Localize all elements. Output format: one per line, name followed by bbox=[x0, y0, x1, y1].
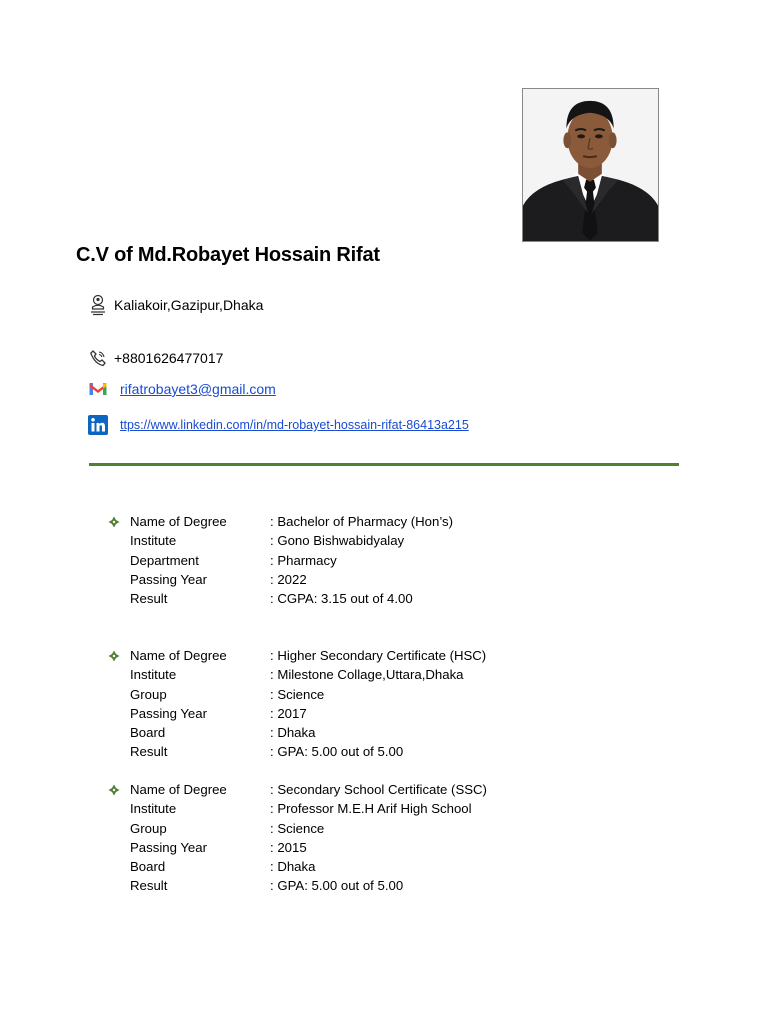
location-person-icon bbox=[88, 295, 108, 315]
phone-text: +8801626477017 bbox=[114, 350, 224, 366]
education-field-value: : CGPA: 3.15 out of 4.00 bbox=[270, 591, 413, 607]
education-field-label: Group bbox=[130, 686, 167, 702]
education-field-value: : Science bbox=[270, 686, 325, 702]
phone-icon bbox=[88, 348, 108, 368]
education-field-label: Passing Year bbox=[130, 705, 207, 721]
diamond-bullet-icon bbox=[108, 650, 130, 662]
education-row bbox=[108, 512, 608, 531]
education-field-value: : Dhaka bbox=[270, 725, 316, 741]
education-field-label: Institute bbox=[130, 533, 177, 549]
education-row bbox=[108, 857, 608, 876]
education-row bbox=[108, 838, 608, 857]
education-field-label: Department bbox=[130, 552, 199, 568]
education-field-label: Institute bbox=[130, 667, 177, 683]
address-row bbox=[88, 295, 263, 315]
education-row bbox=[108, 531, 608, 550]
diamond-bullet-icon bbox=[108, 516, 130, 528]
education-field-label: Result bbox=[130, 744, 168, 760]
education-row bbox=[108, 742, 608, 761]
education-field-value: : Bachelor of Pharmacy (Hon’s) bbox=[270, 514, 453, 529]
education-field-value: : Higher Secondary Certificate (HSC) bbox=[270, 648, 487, 663]
education-row bbox=[108, 780, 608, 799]
education-field-label: Passing Year bbox=[130, 839, 207, 855]
education-row bbox=[108, 799, 608, 818]
education-field-value: : Gono Bishwabidyalay bbox=[270, 533, 405, 549]
education-field-label: Board bbox=[130, 725, 166, 741]
linkedin-link[interactable]: ttps://www.linkedin.com/in/md-robayet-hossain-rifat-86413a215 bbox=[120, 418, 469, 432]
education-field-value: : 2015 bbox=[270, 839, 307, 855]
education-row bbox=[108, 723, 608, 742]
section-divider bbox=[89, 463, 679, 466]
education-field-value: : 2017 bbox=[270, 705, 307, 721]
education-field-value: : Pharmacy bbox=[270, 552, 337, 568]
gmail-icon bbox=[88, 379, 108, 399]
education-field-value: : Professor M.E.H Arif High School bbox=[270, 801, 472, 817]
education-field-value: : Milestone Collage,Uttara,Dhaka bbox=[270, 667, 464, 683]
education-row bbox=[108, 819, 608, 838]
email-link[interactable]: rifatrobayet3@gmail.com bbox=[120, 381, 276, 397]
education-field-label: Name of Degree bbox=[130, 514, 227, 529]
education-field-value: : Dhaka bbox=[270, 859, 316, 875]
education-row bbox=[108, 570, 608, 589]
education-entry-ssc bbox=[108, 780, 608, 896]
phone-row bbox=[88, 348, 223, 368]
education-row bbox=[108, 704, 608, 723]
education-row bbox=[108, 551, 608, 570]
education-row bbox=[108, 589, 608, 608]
education-field-label: Result bbox=[130, 878, 168, 894]
education-entry-bachelor bbox=[108, 512, 608, 608]
education-row bbox=[108, 876, 608, 895]
profile-photo-image bbox=[523, 89, 658, 241]
education-field-value: : 2022 bbox=[270, 571, 307, 587]
address-text: Kaliakoir,Gazipur,Dhaka bbox=[114, 297, 264, 313]
linkedin-icon bbox=[88, 415, 108, 435]
email-row bbox=[88, 379, 276, 399]
cv-title: C.V of Md.Robayet Hossain Rifat bbox=[76, 244, 380, 266]
education-field-label: Result bbox=[130, 591, 168, 607]
education-entry-hsc bbox=[108, 646, 608, 762]
profile-photo bbox=[522, 88, 659, 242]
education-row bbox=[108, 685, 608, 704]
education-field-value: : Secondary School Certificate (SSC) bbox=[270, 782, 487, 797]
education-field-label: Name of Degree bbox=[130, 782, 227, 797]
linkedin-row bbox=[88, 415, 469, 435]
diamond-bullet-icon bbox=[108, 784, 130, 796]
education-field-value: : GPA: 5.00 out of 5.00 bbox=[270, 878, 404, 894]
education-field-label: Name of Degree bbox=[130, 648, 227, 663]
education-field-label: Group bbox=[130, 820, 167, 836]
education-field-label: Passing Year bbox=[130, 571, 207, 587]
education-field-label: Board bbox=[130, 859, 166, 875]
education-field-value: : GPA: 5.00 out of 5.00 bbox=[270, 744, 404, 760]
education-row bbox=[108, 646, 608, 665]
education-field-label: Institute bbox=[130, 801, 177, 817]
education-field-value: : Science bbox=[270, 820, 325, 836]
education-row bbox=[108, 665, 608, 684]
